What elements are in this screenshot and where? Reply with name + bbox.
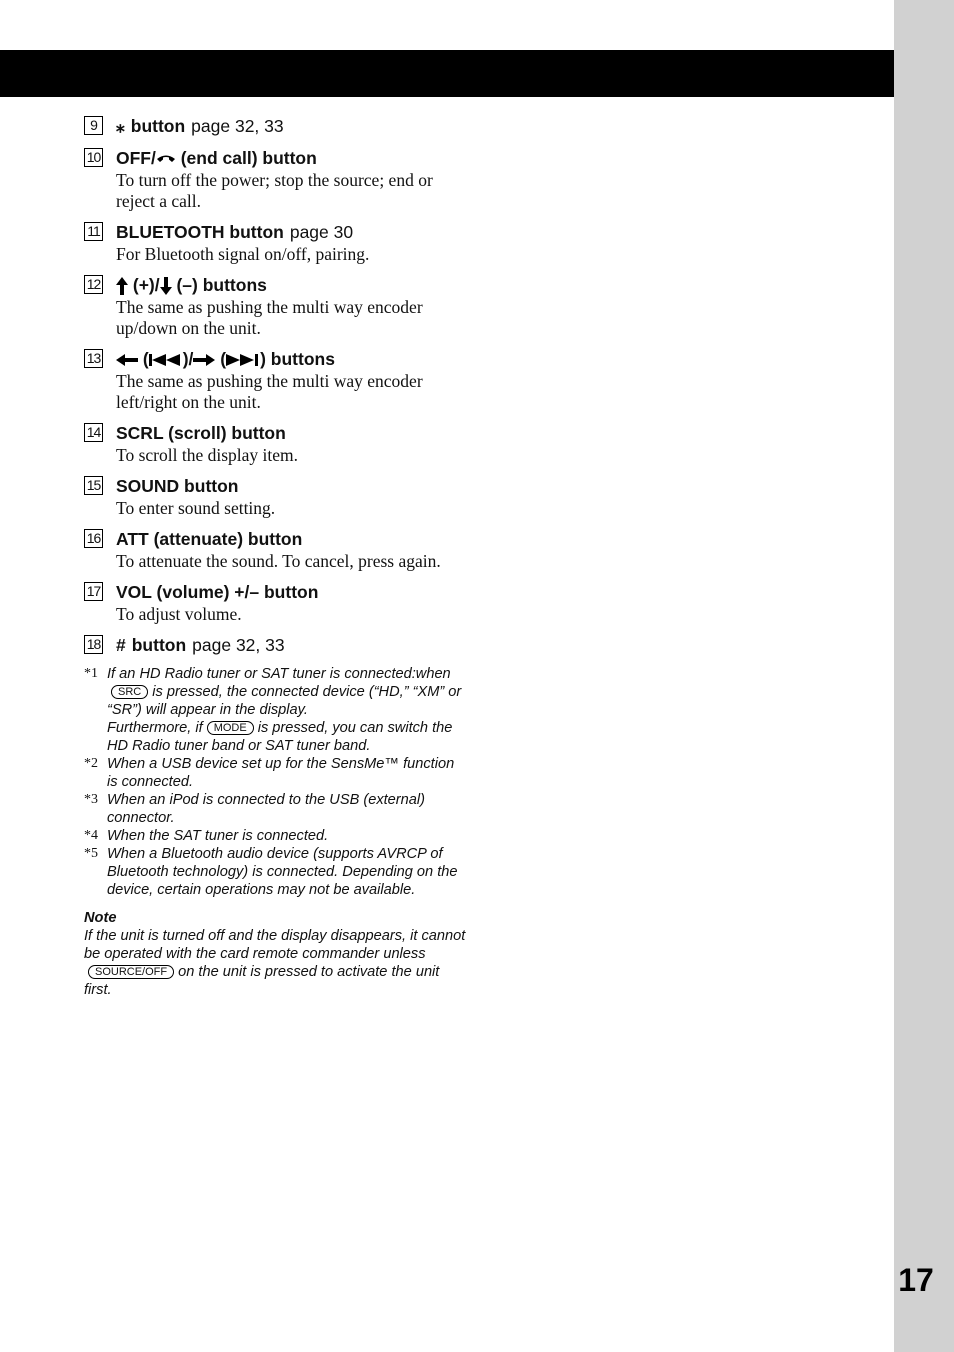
entry-description: The same as pushing the multi way encoder left/right on the unit. [116, 371, 423, 412]
skip-next-icon [226, 354, 260, 366]
footnote-3: *3 When an iPod is connected to the USB (external) connector. [84, 792, 425, 826]
item-number: 12 [84, 275, 103, 294]
button-descriptions [84, 114, 466, 999]
entry-description: To turn off the power; stop the source; end or reject a call. [116, 170, 433, 211]
arrow-left-icon [116, 354, 138, 366]
entry-title: button [131, 635, 187, 655]
arrow-down-icon [160, 277, 172, 295]
footnotes [84, 665, 466, 899]
item-number: 17 [84, 582, 103, 601]
entry-title: ( )/ ( ) buttons [116, 349, 335, 369]
footnote-mark: *5 [84, 846, 98, 861]
entry-title: (+)/ (–) buttons [116, 275, 267, 295]
item-number: 14 [84, 423, 103, 442]
header-bar [0, 50, 894, 97]
entry-description: To adjust volume. [116, 604, 242, 624]
entry-title: OFF/ (end call) button [116, 148, 317, 168]
page-reference: page 32, 33 [191, 116, 284, 136]
page-reference: page 32, 33 [192, 635, 285, 655]
footnote-1: *1 If an HD Radio tuner or SAT tuner is connected:whenSRC is pressed, the connected device (“HD,” “XM” or “SR”) will appear in the display. Furthermore, if MODE is pressed, you can switch the HD Radio tuner band or SAT tuner band. [84, 666, 462, 754]
entry-title: BLUETOOTH button [116, 222, 284, 242]
entry-title: SCRL (scroll) button [116, 423, 286, 443]
entry-14 [84, 421, 466, 466]
footnote-mark: *4 [84, 828, 98, 843]
note-block: Note If the unit is turned off and the display disappears, it cannot be operated with the card remote commander unlessSOURCE/OFF on the unit is pressed to activate the unit first. [84, 910, 466, 998]
entry-13 [84, 347, 466, 413]
entry-16 [84, 527, 466, 572]
footnote-4: *4 When the SAT tuner is connected. [84, 828, 329, 844]
page-reference: page 30 [289, 222, 354, 242]
footnote-5: *5 When a Bluetooth audio device (supports AVRCP of Bluetooth technology) is connected. Depending on the device, certain operations may not be available. [84, 846, 458, 898]
page-number: 17 [898, 1262, 934, 1298]
arrow-up-icon [116, 277, 128, 295]
item-number: 18 [84, 635, 103, 654]
entry-description: To scroll the display item. [116, 445, 299, 465]
footnote-2: *2 When a USB device set up for the SensMe™ function is connected. [84, 756, 455, 790]
entry-17 [84, 580, 466, 625]
hash-icon: # [116, 635, 126, 655]
entry-description: To attenuate the sound. To cancel, press again. [116, 551, 441, 571]
item-number: 9 [84, 116, 103, 135]
footnote-mark: *1 [84, 666, 98, 681]
entry-15 [84, 474, 466, 519]
arrow-right-icon [193, 354, 215, 366]
item-number: 13 [84, 349, 103, 368]
entry-18 [84, 633, 466, 657]
item-number: 15 [84, 476, 103, 495]
entry-10 [84, 146, 466, 212]
page-side-tab [894, 0, 954, 1352]
entry-description: The same as pushing the multi way encoder up/down on the unit. [116, 297, 423, 338]
entry-12 [84, 273, 466, 339]
item-number: 10 [84, 148, 103, 167]
footnote-mark: *2 [84, 756, 98, 771]
asterisk-icon: ⁎ [116, 116, 125, 136]
entry-title: VOL (volume) +/– button [116, 582, 319, 602]
source-off-key-label: SOURCE/OFF [88, 965, 174, 979]
entry-description: To enter sound setting. [116, 498, 276, 518]
entry-description: For Bluetooth signal on/off, pairing. [116, 244, 370, 264]
end-call-icon [156, 153, 176, 165]
mode-key-label: MODE [207, 721, 254, 735]
entry-title: ATT (attenuate) button [116, 529, 303, 549]
skip-previous-icon [149, 354, 183, 366]
entry-11 [84, 220, 466, 265]
entry-title: SOUND button [116, 476, 239, 496]
item-number: 16 [84, 529, 103, 548]
entry-9 [84, 114, 466, 138]
note-heading: Note [84, 910, 117, 926]
footnote-mark: *3 [84, 792, 98, 807]
item-number: 11 [84, 222, 103, 241]
entry-title: button [130, 116, 186, 136]
src-key-label: SRC [111, 685, 148, 699]
